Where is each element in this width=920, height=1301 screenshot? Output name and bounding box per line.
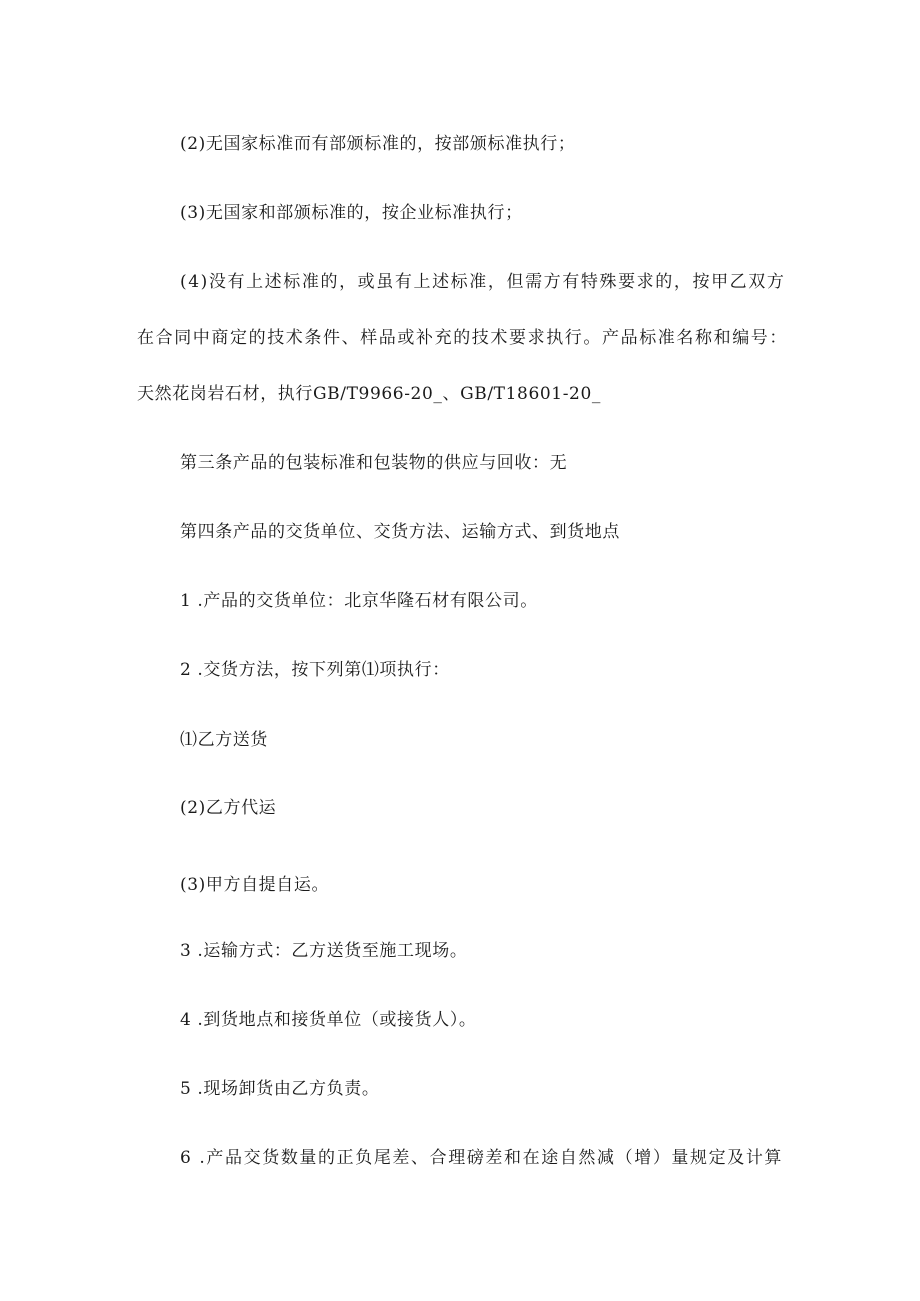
article-3: 第三条产品的包装标准和包装物的供应与回收：无 — [180, 453, 568, 473]
clause-item-3: (3)无国家和部颁标准的，按企业标准执行； — [180, 203, 523, 223]
article-4-title: 第四条产品的交货单位、交货方法、运输方式、到货地点 — [180, 522, 620, 542]
clause-item-4-line-1: (4)没有上述标准的，或虽有上述标准，但需方有特殊要求的，按甲乙双方 — [180, 272, 786, 292]
article-4-item-3: 3 .运输方式：乙方送货至施工现场。 — [180, 941, 468, 961]
article-4-item-2-option-3: (3)甲方自提自运。 — [180, 875, 330, 895]
article-4-item-5: 5 .现场卸货由乙方负责。 — [180, 1079, 380, 1099]
article-4-item-1: 1 .产品的交货单位：北京华隆石材有限公司。 — [180, 591, 538, 611]
article-4-item-2: 2 .交货方法，按下列第⑴项执行： — [180, 660, 450, 680]
article-4-item-4: 4 .到货地点和接货单位（或接货人）。 — [180, 1010, 477, 1030]
clause-item-2: (2)无国家标准而有部颁标准的，按部颁标准执行； — [180, 134, 576, 154]
clause-item-4-line-3: 天然花岗岩石材，执行GB/T9966-20_、GB/T18601-20_ — [137, 384, 601, 404]
article-4-item-2-option-1: ⑴乙方送货 — [180, 730, 268, 750]
article-4-item-2-option-2: (2)乙方代运 — [180, 798, 277, 818]
article-4-item-6: 6 .产品交货数量的正负尾差、合理磅差和在途自然减（增）量规定及计算 — [180, 1148, 784, 1168]
clause-item-4-line-2: 在合同中商定的技术条件、样品或补充的技术要求执行。产品标准名称和编号： — [137, 328, 788, 348]
